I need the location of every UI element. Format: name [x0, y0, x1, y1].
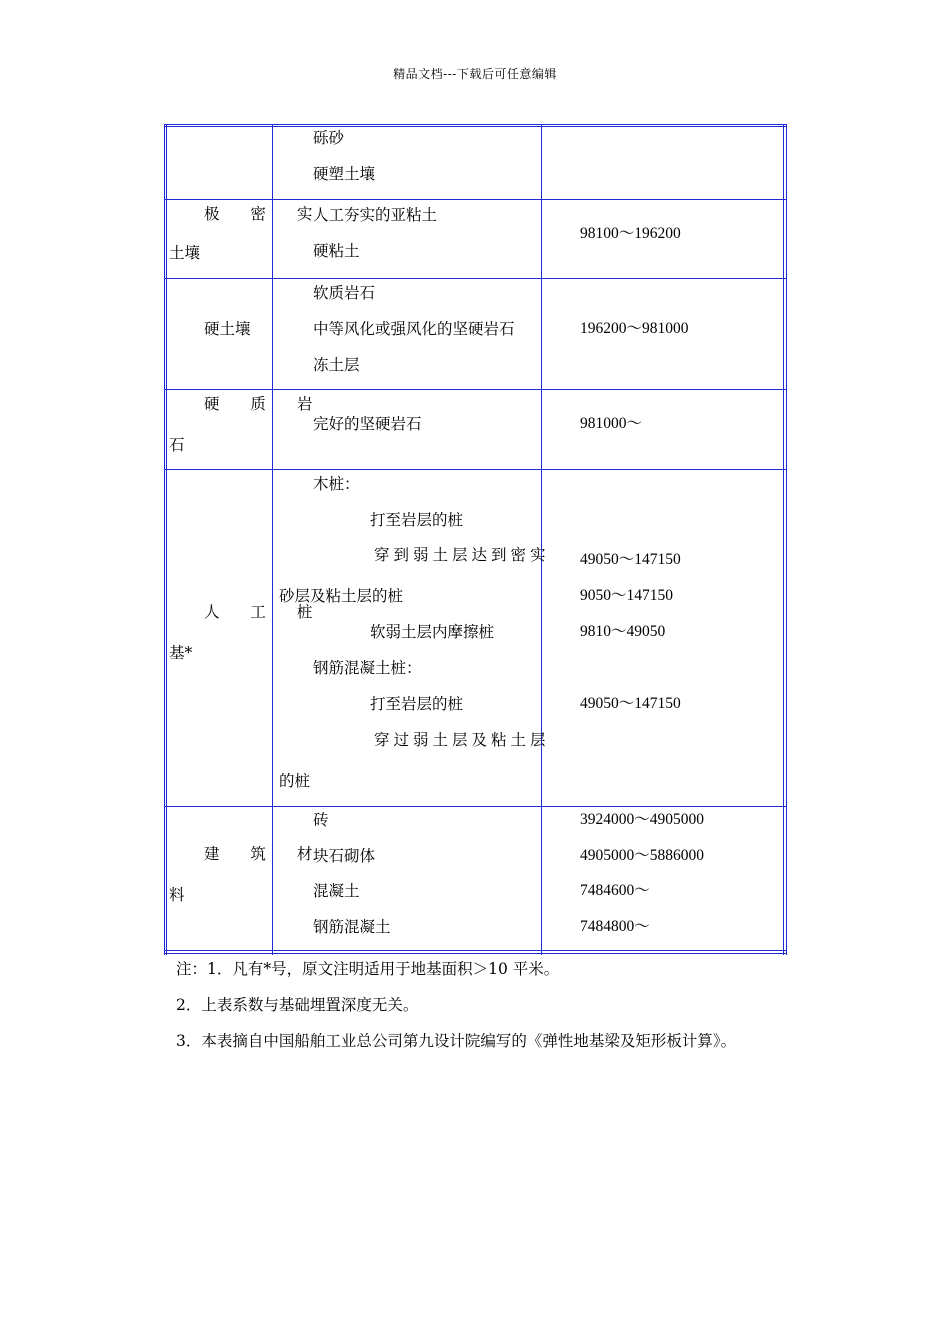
- column-divider: [541, 124, 542, 955]
- table-cell-item: 穿过弱土层及粘土层: [374, 731, 550, 749]
- table-cell-item: 中等风化或强风化的坚硬岩石: [313, 320, 515, 338]
- table-note: 2．上表系数与基础埋置深度无关。: [176, 996, 419, 1014]
- table-border-left: [164, 124, 165, 955]
- table-cell-item: 打至岩层的桩: [370, 511, 464, 529]
- table-note: 注：1．凡有*号，原文注明适用于地基面积＞10 平米。: [176, 960, 560, 978]
- table-cell-category: 基*: [169, 644, 193, 662]
- table-cell-value: 9050～147150: [580, 587, 674, 604]
- table-cell-item: 砾砂: [313, 129, 345, 147]
- row-divider: [164, 199, 787, 200]
- table-cell-value: 98100～196200: [580, 225, 681, 242]
- table-cell-value: 981000～: [580, 415, 643, 432]
- table-cell-item: 完好的坚硬岩石: [313, 415, 422, 433]
- table-border-right: [786, 124, 787, 955]
- table-border-left-inner: [166, 124, 167, 955]
- table-cell-category: 石: [169, 436, 185, 454]
- table-cell-category: 硬土壤: [204, 320, 251, 338]
- table-cell-item: 的桩: [279, 772, 311, 790]
- table-cell-item: 砂层及粘土层的桩: [279, 587, 404, 605]
- table-cell-value: 196200～981000: [580, 320, 689, 337]
- table-cell-item: 打至岩层的桩: [370, 695, 464, 713]
- table-cell-category: 极 密 实: [204, 205, 326, 223]
- table-cell-value: 3924000～4905000: [580, 811, 705, 828]
- table-cell-item: 穿到弱土层达到密实: [374, 546, 550, 564]
- table-cell-value: 4905000～5886000: [580, 847, 705, 864]
- table-cell-item: 钢筋混凝土: [313, 918, 391, 936]
- table-cell-category: 人 工 桩: [204, 603, 326, 621]
- row-divider: [164, 806, 787, 807]
- table-cell-category: 建 筑 材: [204, 845, 326, 863]
- table-cell-item: 软弱土层内摩擦桩: [370, 623, 495, 641]
- table-cell-value: 7484600～: [580, 882, 650, 899]
- table-cell-item: 钢筋混凝土桩：: [313, 659, 422, 677]
- page-header: 精品文档---下载后可任意编辑: [393, 67, 557, 81]
- table-cell-value: 49050～147150: [580, 695, 681, 712]
- table-cell-item: 人工夯实的亚粘土: [313, 206, 438, 224]
- table-cell-category: 硬 质 岩: [204, 395, 326, 413]
- table-border-right-inner: [783, 124, 784, 955]
- table-border-bottom-inner: [164, 950, 787, 951]
- soil-coefficient-table: [164, 124, 787, 955]
- row-divider: [164, 278, 787, 279]
- table-cell-item: 木桩：: [313, 475, 360, 493]
- table-cell-category: 土壤: [169, 244, 201, 262]
- table-border-bottom: [164, 953, 787, 954]
- table-cell-item: 块石砌体: [313, 847, 376, 865]
- table-cell-item: 软质岩石: [313, 284, 376, 302]
- table-border-top: [164, 124, 787, 125]
- column-divider: [272, 124, 273, 955]
- row-divider: [164, 469, 787, 470]
- table-cell-value: 7484800～: [580, 918, 650, 935]
- table-cell-category: 料: [169, 886, 185, 904]
- row-divider: [164, 389, 787, 390]
- table-cell-item: 冻土层: [313, 356, 360, 374]
- table-cell-item: 砖: [313, 811, 329, 829]
- table-note: 3．本表摘自中国船舶工业总公司第九设计院编写的《弹性地基梁及矩形板计算》。: [176, 1032, 737, 1050]
- table-cell-value: 49050～147150: [580, 551, 681, 568]
- table-border-top-inner: [164, 126, 787, 127]
- table-cell-item: 混凝土: [313, 882, 360, 900]
- table-cell-value: 9810～49050: [580, 623, 666, 640]
- table-cell-item: 硬粘土: [313, 242, 360, 260]
- table-cell-item: 硬塑土壤: [313, 165, 376, 183]
